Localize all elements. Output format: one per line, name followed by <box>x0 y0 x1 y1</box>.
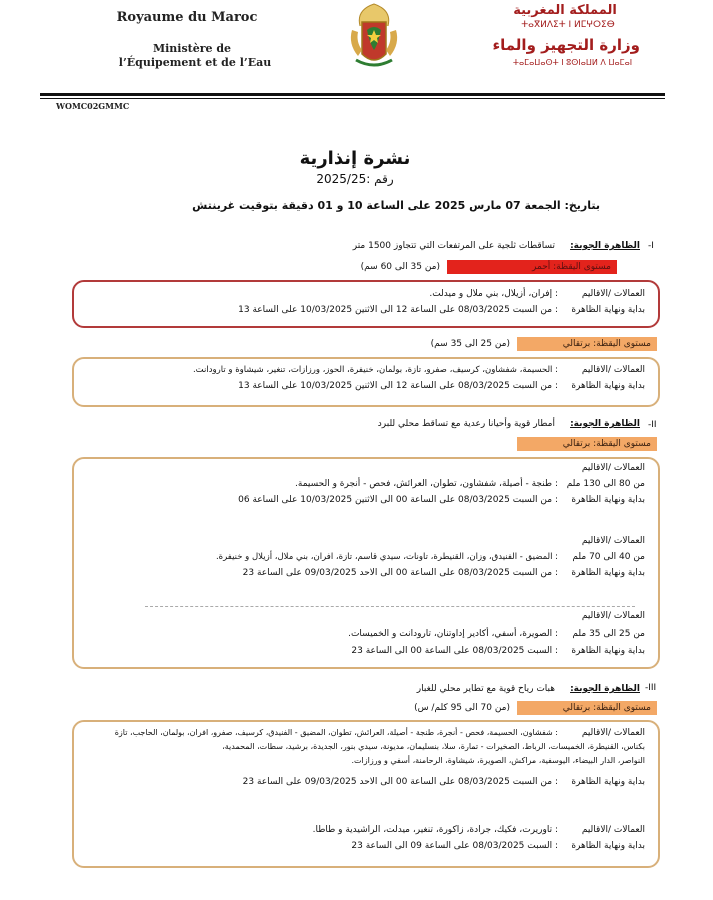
header-tifinagh-ministry: ⵜⴰⵎⴰⵡⴰⵙⵜ ⵏ ⵓⵙⵏⴰⵡⵍ ⴷ ⵡⴰⵎⴰⵏ <box>512 58 633 67</box>
section-1-orange-time: : من السبت 08/03/2025 على الساعة 12 الى الاثنين 10/03/2025 على الساعة 13 <box>238 381 558 391</box>
header-french-ministry-name: l’Équipement et de l’Eau <box>118 56 272 69</box>
bulletin-title: نشرة إنذارية <box>299 148 411 169</box>
section-1-orange-range: (من 25 الى 35 سم) <box>430 339 510 349</box>
section-3-group-1-regions-line-1: : شفشاون، الحسيمة، فحص - أنجرة، طنجة - أصيلة، العرائش، تطوان، المضيق - الفنيدق، كرسيف، صفرو، افران، بولمان، الحاجب، تازة <box>114 728 558 737</box>
section-1-level-orange: مستوى اليقظة: برتقالي <box>517 337 657 351</box>
section-2-group-1-time-label: بداية ونهاية الظاهرة <box>571 495 645 505</box>
section-3-number: -III <box>645 683 657 693</box>
section-2-group-1-range: من 80 الى 130 ملم <box>566 479 645 489</box>
header-rule-thin <box>40 98 665 99</box>
bulletin-date: بتاريخ: الجمعة 07 مارس 2025 على الساعة 10 و 01 دقيقة بتوقيت غرينتش <box>192 199 600 212</box>
section-2-group-1-regions: : طنجة - أصيلة، شفشاون، تطوان، العرائش، فحص - أنجرة و الحسيمة. <box>295 479 558 489</box>
header-arabic-ministry: وزارة التجهيز والماء <box>492 36 640 54</box>
section-2-group-2-regions: : المضيق - الفنيدق، وزان، القنيطرة، تاونات، سيدي قاسم، تازة، افران، بني ملال، أزيلال و خنيفرة. <box>215 552 558 562</box>
section-1-red-time-label: بداية ونهاية الظاهرة <box>571 305 645 315</box>
section-1-red-regions-label: العمالات /الاقاليم <box>581 289 645 299</box>
section-2-label: الظاهرة الجوية: <box>570 419 640 429</box>
section-2-group-3-time-label: بداية ونهاية الظاهرة <box>571 646 645 656</box>
section-1-red-time: : من السبت 08/03/2025 على الساعة 12 الى الاثنين 10/03/2025 على الساعة 13 <box>238 305 558 315</box>
section-2-group-3-time: : السبت 08/03/2025 على الساعة 00 الى الساعة 23 <box>351 646 558 656</box>
section-1-orange-time-label: بداية ونهاية الظاهرة <box>571 381 645 391</box>
section-1-red-regions: : إفران، أزيلال، بني ملال و ميدلت. <box>429 289 558 299</box>
header-rule-thick <box>40 93 665 96</box>
section-2-divider <box>145 606 635 607</box>
section-3-group-2-time-label: بداية ونهاية الظاهرة <box>571 841 645 851</box>
section-1-orange-regions-label: العمالات /الاقاليم <box>581 365 645 375</box>
header-french-kingdom: Royaume du Maroc <box>116 10 258 25</box>
section-1-number: -I <box>648 241 654 251</box>
section-2-group-3-label: العمالات /الاقاليم <box>581 611 645 621</box>
section-1-level-red: مستوى اليقظة: أحمر <box>447 260 617 274</box>
section-3-group-1-label: العمالات /الاقاليم <box>581 728 645 738</box>
section-3-group-2-regions: : تاوريرت، فكيك، جرادة، زاكورة، تنغير، ميدلت، الراشيدية و طاطا. <box>312 825 558 835</box>
section-3-phenomenon: هبات رياح قوية مع تطاير محلي للغبار <box>416 684 555 694</box>
section-3-range: (من 70 الى 95 كلم/ س) <box>414 703 510 713</box>
section-2-number: -II <box>648 420 657 430</box>
section-3-label: الظاهرة الجوية: <box>570 684 640 694</box>
header-french-ministry: Ministère de <box>152 42 232 55</box>
bulletin-code: WOMC02GMMC <box>56 101 130 111</box>
section-2-group-3-range: من 25 الى 35 ملم <box>572 629 645 639</box>
header-arabic-kingdom: المملكة المغربية <box>513 3 617 18</box>
section-2-group-2-time-label: بداية ونهاية الظاهرة <box>571 568 645 578</box>
section-2-level-orange: مستوى اليقظة: برتقالي <box>517 437 657 451</box>
section-2-group-2-range: من 40 الى 70 ملم <box>572 552 645 562</box>
royal-coat-of-arms-emblem <box>338 0 410 72</box>
section-3-group-1-time: : من السبت 08/03/2025 على الساعة 00 الى الاحد 09/03/2025 على الساعة 23 <box>242 777 558 787</box>
section-3-group-2-time: : السبت 08/03/2025 على الساعة 09 الى الساعة 23 <box>351 841 558 851</box>
section-3-level-orange: مستوى اليقظة: برتقالي <box>517 701 657 715</box>
section-3-group-1-regions-line-3: النواصر، الدار البيضاء، اليوسفية، مراكش، الصويرة، شيشاوة، الرحامنة، أسفي و ورزازات. <box>351 756 645 765</box>
section-3-group-2-label: العمالات /الاقاليم <box>581 825 645 835</box>
section-1-orange-regions: : الحسيمة، شفشاون، كرسيف، صفرو، تازة، بولمان، خنيفرة، الحوز، ورزازات، تنغير، شيشاوة و تارودانت. <box>192 365 558 375</box>
section-1-red-range: (من 35 الى 60 سم) <box>360 262 440 272</box>
section-2-group-2-time: : من السبت 08/03/2025 على الساعة 00 الى الاحد 09/03/2025 على الساعة 23 <box>242 568 558 578</box>
section-2-group-1-label: العمالات /الاقاليم <box>581 463 645 473</box>
section-2-group-2-label: العمالات /الاقاليم <box>581 536 645 546</box>
header-tifinagh-kingdom: ⵜⴰⴳⵍⴷⵉⵜ ⵏ ⵍⵎⵖⵔⵉⴱ <box>521 20 615 30</box>
section-3-group-1-regions-line-2: بكناس، القنيطرة، الخميسات، الرباط، الصخيرات - تمارة، سلا، بنسليمان، مديونة، سيدي بنور، الجديدة، برشيد، سطات، المحمدية، <box>222 742 645 751</box>
section-1-phenomenon: تساقطات ثلجية على المرتفعات التي تتجاوز 1500 متر <box>352 241 555 251</box>
section-2-phenomenon: أمطار قوية وأحيانا رعدية مع تساقط محلي للبرد <box>377 419 555 429</box>
section-1-label: الظاهرة الجوية: <box>570 241 640 251</box>
bulletin-number: رقم :2025/25 <box>316 172 394 186</box>
section-3-group-1-time-label: بداية ونهاية الظاهرة <box>571 777 645 787</box>
section-2-group-1-time: : من السبت 08/03/2025 على الساعة 00 الى الاثنين 10/03/2025 على الساعة 06 <box>238 495 558 505</box>
section-2-group-3-regions: : الصويرة، أسفي، أكادير إداوتنان، تارودانت و الخميسات. <box>348 629 558 639</box>
